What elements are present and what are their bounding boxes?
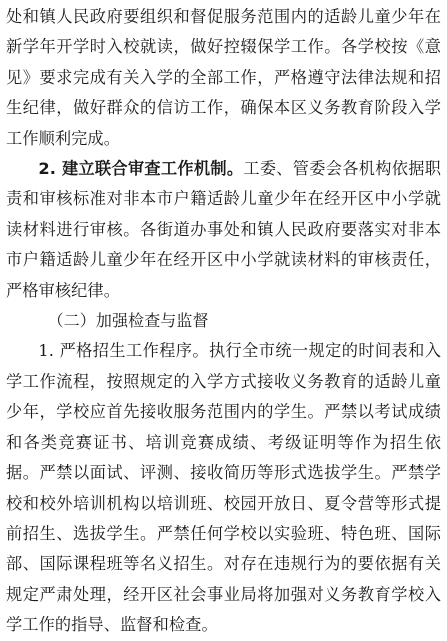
joint-review-body: 工委、管委会各机构依据职责和审核标准对非本市户籍适龄儿童少年在经开区中小学就读材料进行审核。各街道办事处和镇人民政府要落实对非本市户籍适龄儿童少年在经开区中小学就读材料的审核责任，严格审核纪律。 (6, 159, 441, 300)
section-heading-inspection: （二）加强检查与监督 (47, 311, 209, 331)
paragraph-enrollment-completion: 处和镇人民政府要组织和督促服务范围内的适龄儿童少年在新学年开学时入校就读，做好控辍保学工作。各学校按《意见》要求完成有关入学的全部工作，严格遵守法律法规和招生纪律，做好群众的信访工作，确保本区义务教育阶段入学工作顺利完成。 (6, 7, 441, 148)
joint-review-heading: 2. 建立联合审查工作机制。 (38, 159, 244, 179)
paragraph-joint-review (6, 154, 441, 306)
paragraph-enrollment-procedure: 1. 严格招生工作程序。执行全市统一规定的时间表和入学工作流程，按照规定的入学方式接收义务教育的适龄儿童少年，学校应首先接收服务范围内的学生。严禁以考试成绩和各类竞赛证书、培训竞赛成绩、考级证明等作为招生依据。严禁以面试、评测、接收简历等形式选拔学生。严禁学校和校外培训机构以培训班、校园开放日、夏令营等形式提前招生、选拔学生。严禁任何学校以实验班、特色班、国际部、国际课程班等名义招生。对存在违规行为的要依据有关规定严肃处理，经开区社会事业局将加强对义务教育学校入学工作的指导、监督和检查。 (6, 341, 441, 635)
